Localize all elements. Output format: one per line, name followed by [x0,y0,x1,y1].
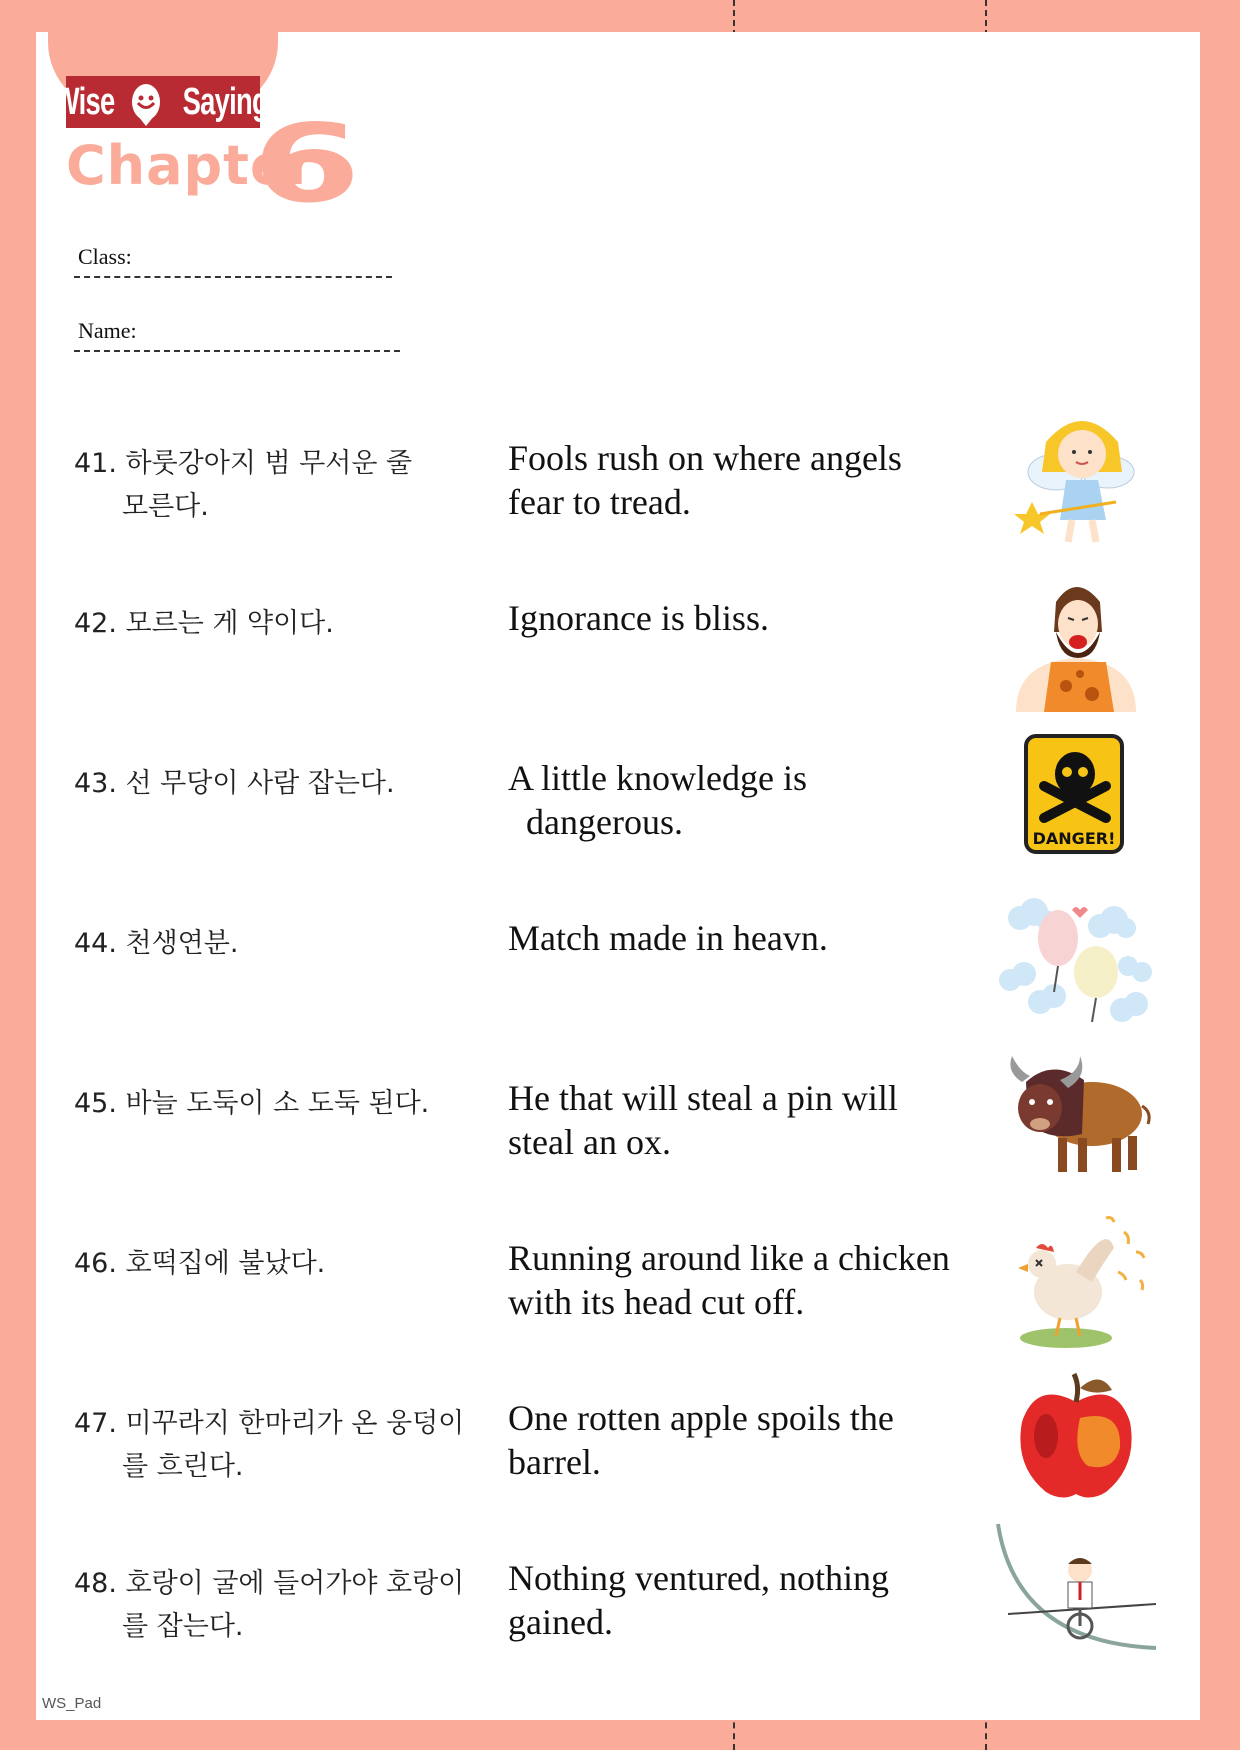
name-label: Name: [78,318,137,343]
korean-proverb: 47. 미꾸라지 한마리가 온 웅덩이 를 흐린다. [74,1408,465,1482]
class-label: Class: [78,244,132,269]
angel-icon [996,402,1156,562]
smiley-bubble-icon [132,84,160,120]
korean-proverb: 45. 바늘 도둑이 소 도둑 된다. [74,1088,430,1119]
chapter-title: Chapter [66,134,316,197]
ox-icon [996,1042,1156,1202]
english-proverb: A little knowledge is dangerous. [508,758,807,842]
english-proverb: Fools rush on where angels fear to tread. [508,438,902,522]
tightrope-icon [996,1522,1156,1682]
english-proverb: Match made in heavn. [508,918,828,958]
english-proverb: He that will steal a pin will steal an ox. [508,1078,898,1162]
korean-proverb: 48. 호랑이 굴에 들어가야 호랑이 를 잡는다. [74,1568,465,1642]
worksheet [36,32,1200,1720]
footer-code: WS_Pad [42,1695,102,1712]
danger-text: DANGER! [1032,829,1116,848]
english-proverb: Ignorance is bliss. [508,598,769,638]
danger-sign-icon [996,722,1156,882]
wise-saying-logo [53,76,268,128]
english-proverb: Running around like a chicken with its head cut off. [508,1238,950,1322]
logo-text-left: Wise [53,80,115,123]
english-proverb: One rotten apple spoils the barrel. [508,1398,894,1482]
list-item [36,1558,1200,1712]
korean-proverb: 42. 모르는 게 약이다. [74,608,334,639]
english-proverb: Nothing ventured, nothing gained. [508,1558,889,1642]
balloons-icon [996,882,1156,1042]
class-line[interactable] [74,276,392,278]
caveman-icon [996,562,1156,722]
chapter-number: 6 [252,102,361,227]
apple-icon [996,1362,1156,1522]
korean-proverb: 46. 호떡집에 불났다. [74,1248,326,1279]
logo-text-right: Saying [182,80,268,123]
korean-proverb: 43. 선 무당이 사람 잡는다. [74,768,395,799]
korean-proverb: 41. 하룻강아지 범 무서운 줄 모른다. [74,448,413,522]
korean-proverb: 44. 천생연분. [74,928,239,959]
chicken-icon [996,1202,1156,1362]
name-line[interactable] [74,350,400,352]
